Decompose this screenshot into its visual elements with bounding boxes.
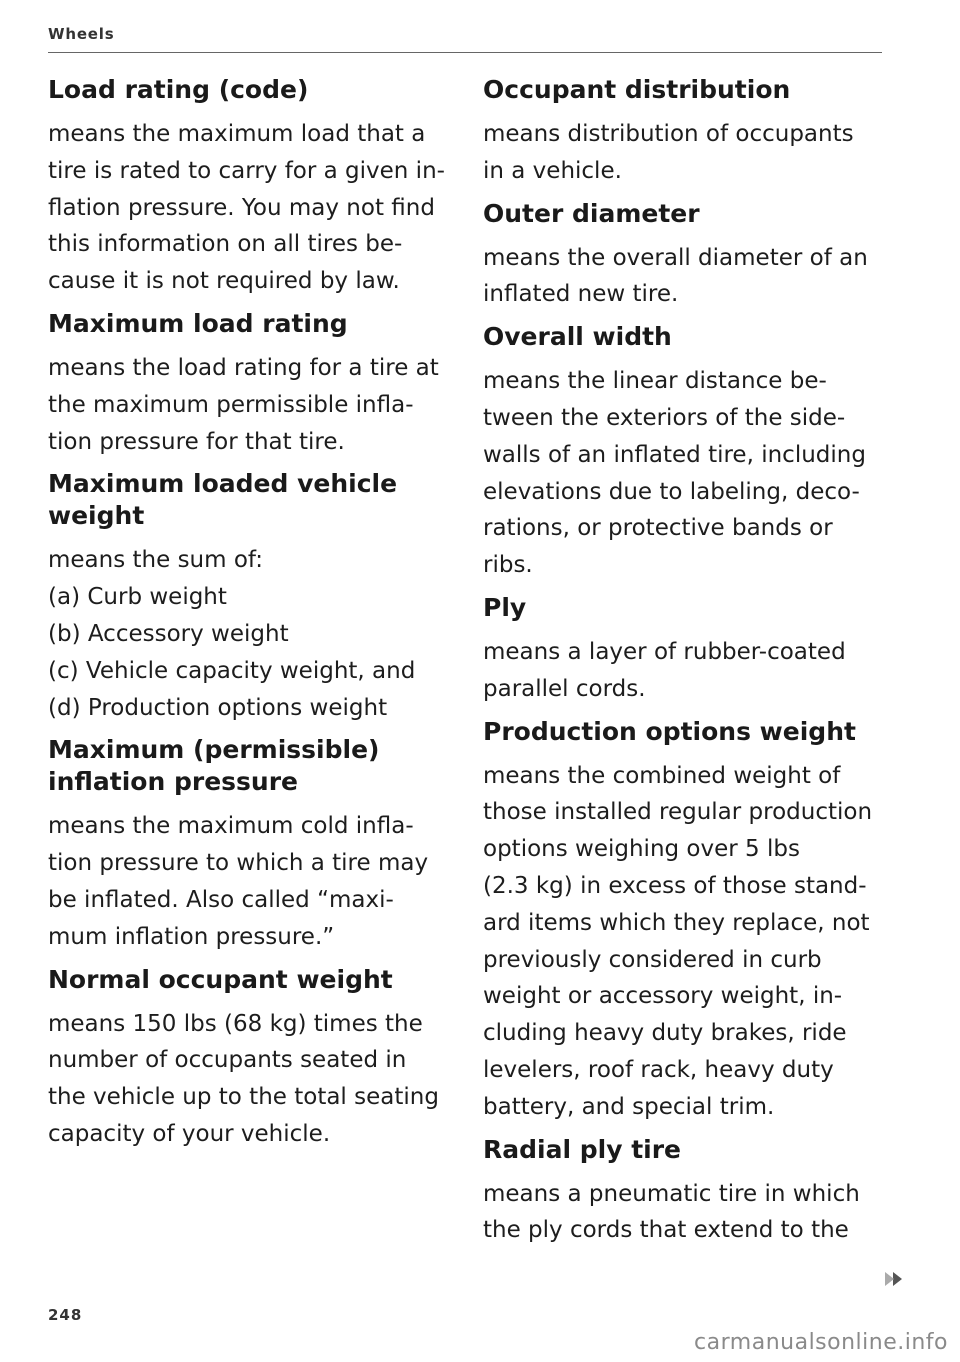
glossary-entry	[483, 592, 903, 708]
glossary-term: Maximum loaded vehicle weight	[48, 469, 398, 531]
glossary-entry	[483, 716, 903, 1126]
definition-line: cause it is not required by law.	[48, 268, 400, 295]
definition-line: cluding heavy duty brakes, ride	[483, 1020, 847, 1047]
definition-line: inflated new tire.	[483, 281, 679, 308]
definition-line: levelers, roof rack, heavy duty	[483, 1056, 834, 1083]
definition-line: tion pressure for that tire.	[48, 428, 345, 455]
definition-line: means the overall diameter of an	[483, 244, 868, 271]
definition-line: the ply cords that extend to the	[483, 1217, 849, 1244]
definition-line: tion pressure to which a tire may	[48, 850, 429, 877]
glossary-entry	[483, 198, 903, 314]
glossary-term: Ply	[483, 592, 527, 622]
glossary-term: Production options weight	[483, 716, 856, 746]
definition-line: options weighing over 5 lbs	[483, 836, 800, 863]
definition-line: in a vehicle.	[483, 157, 622, 184]
page-header	[48, 22, 882, 53]
glossary-entry	[483, 321, 903, 584]
definition-line: flation pressure. You may not find	[48, 194, 435, 221]
definition-line: number of occupants seated in	[48, 1047, 407, 1074]
glossary-term: Outer diameter	[483, 198, 700, 228]
definition-line: rations, or protective bands or	[483, 515, 833, 542]
glossary-term: Load rating (code)	[48, 75, 309, 104]
definition-line: means the linear distance be-	[483, 368, 827, 395]
definition-line: (a) Curb weight	[48, 584, 227, 611]
glossary-entry	[48, 468, 458, 726]
definition-line: this information on all tires be-	[48, 231, 403, 258]
continue-arrow-icon	[893, 1272, 902, 1286]
definition-line: means the sum of:	[48, 547, 263, 574]
glossary-term: Normal occupant weight	[48, 964, 393, 994]
section-title: Wheels	[48, 25, 115, 43]
glossary-entry	[48, 734, 458, 955]
glossary-entry	[48, 964, 458, 1153]
definition-line: mum inflation pressure.”	[48, 923, 335, 950]
definition-line: weight or accessory weight, in-	[483, 983, 843, 1010]
glossary-entry	[48, 74, 458, 300]
definition-line: ard items which they replace, not	[483, 909, 870, 936]
definition-line: means the load rating for a tire at	[48, 354, 439, 381]
definition-line: (d) Production options weight	[48, 694, 388, 721]
definition-line: (c) Vehicle capacity weight, and	[48, 657, 416, 684]
right-column	[483, 74, 903, 1257]
definition-line: means the maximum load that a	[48, 121, 426, 147]
definition-line: means distribution of occupants	[483, 121, 854, 147]
definition-line: those installed regular production	[483, 799, 873, 826]
glossary-entry	[48, 308, 458, 460]
definition-line: tire is rated to carry for a given in-	[48, 157, 445, 184]
glossary-entry	[483, 74, 903, 190]
definition-line: means a pneumatic tire in which	[483, 1180, 860, 1207]
page-number: 248	[48, 1306, 83, 1324]
definition-line: parallel cords.	[483, 675, 646, 702]
definition-line: the maximum permissible infla-	[48, 391, 414, 418]
left-column	[48, 74, 458, 1161]
definition-line: ribs.	[483, 552, 533, 579]
glossary-term: Overall width	[483, 322, 672, 352]
definition-line: capacity of your vehicle.	[48, 1120, 331, 1147]
definition-line: previously considered in curb	[483, 946, 822, 973]
glossary-term: Occupant distribution	[483, 75, 791, 104]
definition-line: be inflated. Also called “maxi-	[48, 886, 394, 913]
definition-line: elevations due to labeling, deco-	[483, 478, 860, 505]
glossary-term: Maximum load rating	[48, 308, 348, 338]
definition-line: walls of an inflated tire, including	[483, 441, 866, 468]
definition-line: means the combined weight of	[483, 762, 841, 789]
definition-line: the vehicle up to the total seating	[48, 1084, 439, 1111]
definition-line: (b) Accessory weight	[48, 620, 289, 647]
definition-line: battery, and special trim.	[483, 1093, 775, 1120]
glossary-entry	[483, 1134, 903, 1250]
definition-line: means the maximum cold infla-	[48, 813, 414, 840]
watermark: carmanualsonline.info	[694, 1330, 948, 1355]
definition-line: means a layer of rubber-coated	[483, 638, 846, 665]
definition-line: (2.3 kg) in excess of those stand-	[483, 872, 867, 899]
definition-line: tween the exteriors of the side-	[483, 404, 846, 431]
glossary-term: Maximum (permissible) inflation pressure	[48, 735, 380, 797]
definition-line: means 150 lbs (68 kg) times the	[48, 1010, 423, 1037]
glossary-term: Radial ply tire	[483, 1134, 681, 1164]
